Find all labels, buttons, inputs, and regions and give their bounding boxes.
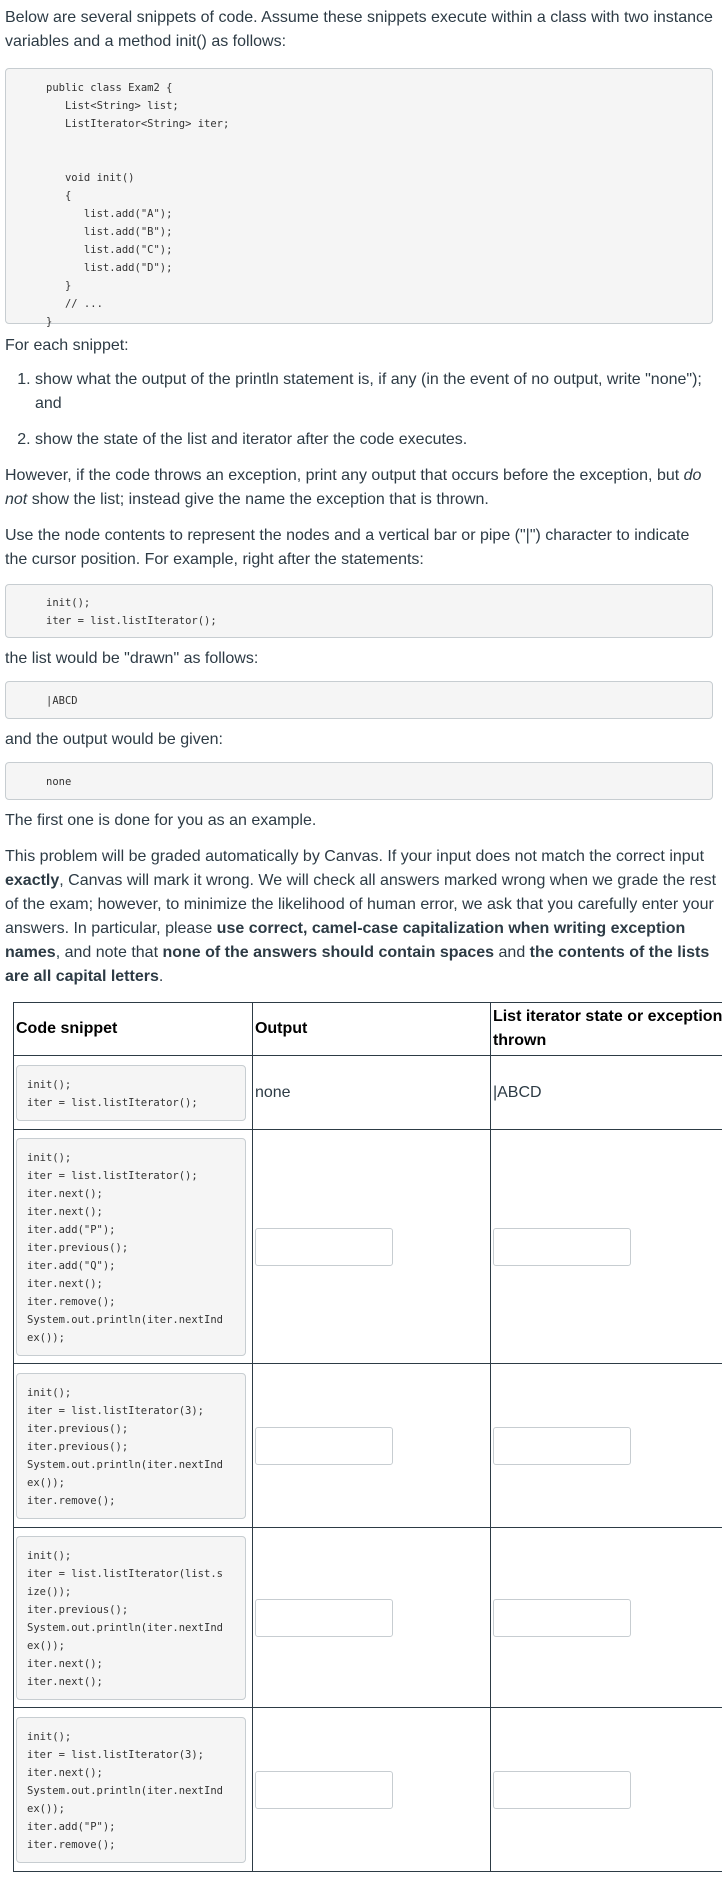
output-answer-input[interactable]	[255, 1599, 393, 1637]
output-cell	[252, 1130, 490, 1364]
code-cell	[14, 1364, 253, 1528]
table-row-example	[14, 1056, 722, 1130]
first-done-note: The first one is done for you as an example.	[5, 812, 317, 829]
snippet-code: init(); iter = list.listIterator();	[16, 1065, 246, 1121]
output-example-block: none	[5, 762, 713, 800]
table-header-row	[14, 1003, 722, 1056]
snippet-code: init(); iter = list.listIterator(3); iter.next(); System.out.println(iter.nextInd ex()); iter.add("P"); iter.remove();	[16, 1717, 246, 1863]
code-cell	[14, 1130, 253, 1364]
state-answer-input[interactable]	[493, 1427, 631, 1465]
exception-note-before: However, if the code throws an exception, print any output that occurs before the exception, but	[5, 467, 684, 484]
grading-bold-exactly: exactly	[5, 872, 60, 889]
state-cell	[490, 1528, 722, 1708]
output-note: and the output would be given:	[5, 731, 223, 748]
header-code-snippet: Code snippet	[14, 1003, 253, 1056]
snippet-code: init(); iter = list.listIterator(); iter.next(); iter.next(); iter.add("P"); iter.previous(); iter.add("Q"); iter.next(); iter.remove(); System.out.println(iter.nextInd ex());	[16, 1138, 246, 1356]
code-cell	[14, 1528, 253, 1708]
grading-text-3: , and note that	[55, 944, 163, 961]
state-answer-input[interactable]	[493, 1599, 631, 1637]
grading-text-2: , Canvas will mark it wrong. We will check all answers marked wrong when we grade the rest of the exam; however, to minimize the likelihood of human error, we ask that you carefully enter your answers. In particular, please	[5, 872, 717, 937]
grading-text-1: This problem will be graded automatically by Canvas. If your input does not match the correct input	[5, 848, 705, 865]
exception-note-after: show the list; instead give the name the exception that is thrown.	[27, 491, 489, 508]
header-output: Output	[252, 1003, 490, 1056]
table-row-snippet-3	[14, 1364, 722, 1528]
output-cell	[252, 1528, 490, 1708]
header-state: List iterator state or exception thrown	[490, 1003, 722, 1056]
grading-bold-camel-case: use correct, camel-case capitalization when writing exception names	[5, 920, 686, 961]
instruction-step-state: 2. show the state of the list and iterator after the code executes.	[35, 428, 714, 452]
drawn-example-block: |ABCD	[5, 681, 713, 719]
snippet-code: init(); iter = list.listIterator(3); iter.previous(); iter.previous(); System.out.println(iter.nextInd ex()); iter.remove();	[16, 1373, 246, 1519]
state-cell	[490, 1708, 722, 1872]
instruction-step-output: 1. show what the output of the println statement is, if any (in the event of no output, write "none"); and	[35, 368, 714, 416]
grading-bold-capital-letters: the contents of the lists are all capital letters	[5, 944, 710, 985]
state-answer-input[interactable]	[493, 1771, 631, 1809]
snippet-code: init(); iter = list.listIterator(list.s ize()); iter.previous(); System.out.println(iter.nextInd ex()); iter.next(); iter.next();	[16, 1536, 246, 1700]
instructions-list	[5, 368, 714, 452]
code-cell	[14, 1708, 253, 1872]
node-note: Use the node contents to represent the nodes and a vertical bar or pipe ("|") character to indicate the cursor position. For example, right after the statements:	[5, 527, 690, 568]
example-output-value: none	[254, 1083, 291, 1101]
grading-text-5: .	[158, 968, 164, 985]
for-each-heading: For each snippet:	[5, 337, 129, 354]
intro-text: Below are several snippets of code. Assume these snippets execute within a class with two instance variables and a method init() as follows:	[5, 9, 713, 50]
snippets-table	[13, 1002, 722, 1872]
table-row-snippet-2	[14, 1130, 722, 1364]
output-cell	[252, 1056, 490, 1130]
output-cell	[252, 1364, 490, 1528]
example-state-value: |ABCD	[492, 1083, 542, 1101]
state-cell	[490, 1130, 722, 1364]
state-cell	[490, 1364, 722, 1528]
grading-text-4: and	[494, 944, 530, 961]
table-row-snippet-4	[14, 1528, 722, 1708]
output-answer-input[interactable]	[255, 1771, 393, 1809]
code-cell	[14, 1056, 253, 1130]
table-row-snippet-5	[14, 1708, 722, 1872]
grading-note	[5, 845, 717, 989]
output-cell	[252, 1708, 490, 1872]
grading-bold-no-spaces: none of the answers should contain spaces	[162, 944, 495, 961]
state-cell	[490, 1056, 722, 1130]
exception-note-emphasis: do not	[5, 467, 702, 508]
state-answer-input[interactable]	[493, 1228, 631, 1266]
drawn-note: the list would be "drawn" as follows:	[5, 650, 259, 667]
example-code-block: init(); iter = list.listIterator();	[5, 584, 713, 638]
class-code-block: public class Exam2 { List<String> list; ListIterator<String> iter; void init() { list.add("A"); list.add("B"); list.add("C"); list.add("D"); } // ... }	[5, 68, 713, 324]
output-answer-input[interactable]	[255, 1427, 393, 1465]
exception-note	[5, 464, 714, 512]
output-answer-input[interactable]	[255, 1228, 393, 1266]
